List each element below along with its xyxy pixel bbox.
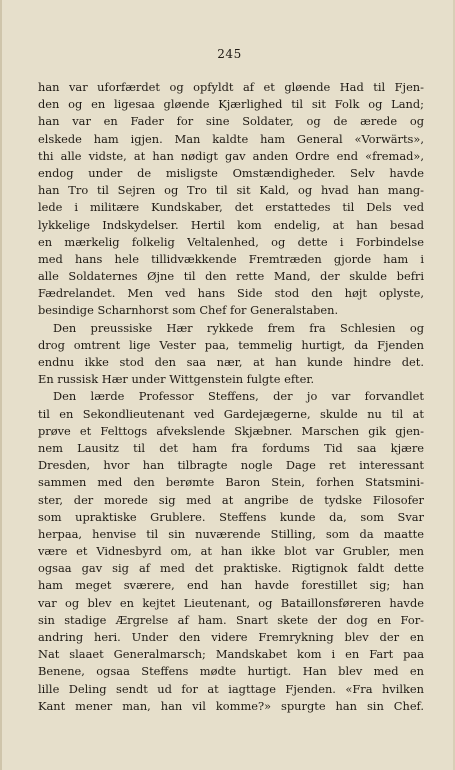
text-line: ham meget sværere, end han havde forestillet sig; han: [38, 578, 424, 593]
text-line: Den lærde Professor Steffens, der jo var forvandlet: [53, 389, 424, 404]
text-line: han var en Fader for sine Soldater, og de ærede og: [38, 114, 424, 129]
text-line: herpaa, henvise til sin nuværende Stilling, som da maatte: [38, 526, 424, 541]
text-line: Dresden, hvor han tilbragte nogle Dage ret interessant: [38, 458, 424, 473]
text-line: være et Vidnesbyrd om, at han ikke blot var Grubler, men: [38, 544, 424, 559]
text-line: elskede ham igjen. Man kaldte ham General «Vorwärts»,: [38, 131, 424, 146]
text-line: Fædrelandet. Men ved hans Side stod den højt oplyste,: [38, 286, 424, 301]
text-line: som upraktiske Grublere. Steffens kunde da, som Svar: [38, 509, 424, 524]
text-line: endog under de misligste Omstændigheder. Selv havde: [38, 165, 424, 180]
text-line: alle Soldaternes Øjne til den rette Mand, der skulde befri: [38, 269, 424, 284]
text-line: En russisk Hær under Wittgenstein fulgte efter.: [38, 372, 315, 387]
text-line: prøve et Felttogs afvekslende Skjæbner. Marschen gik gjen-: [38, 423, 424, 438]
text-line: han Tro til Sejren og Tro til sit Kald, og hvad han mang-: [38, 183, 424, 198]
page-number: 245: [217, 47, 242, 61]
text-line: lykkelige Indskydelser. Hertil kom endelig, at han besad: [38, 217, 424, 232]
text-line: endnu ikke stod den saa nær, at han kunde hindre det.: [38, 355, 424, 369]
text-line: thi alle vidste, at han nødigt gav anden Ordre end «fremad»,: [38, 148, 424, 163]
text-line: var og blev en kejtet Lieutenant, og Bataillonsføreren havde: [38, 595, 424, 610]
text-line: Den preussiske Hær rykkede frem fra Schlesien og: [53, 320, 424, 335]
text-line: Benene, ogsaa Steffens mødte hurtigt. Han blev med en: [38, 664, 424, 679]
text-line: den og en ligesaa gløende Kjærlighed til sit Folk og Land;: [38, 97, 424, 112]
text-line: en mærkelig folkelig Veltalenhed, og dette i Forbindelse: [38, 234, 424, 249]
text-line: Kant mener man, han vil komme?» spurgte han sin Chef.: [38, 698, 424, 713]
text-line: med hans hele tillidvækkende Fremtræden gjorde ham i: [38, 251, 424, 266]
text-line: andring heri. Under den videre Fremrykning blev der en: [38, 630, 424, 644]
text-line: drog omtrent lige Vester paa, temmelig hurtigt, da Fjenden: [38, 337, 424, 352]
text-line: han var uforfærdet og opfyldt af et gløende Had til Fjen-: [38, 80, 424, 94]
text-line: Nat slaaet Generalmarsch; Mandskabet kom i en Fart paa: [38, 647, 424, 662]
text-line: nem Lausitz til det ham fra fordums Tid saa kjære: [38, 440, 424, 455]
text-line: besindige Scharnhorst som Chef for Generalstaben.: [38, 303, 339, 318]
text-line: ogsaa gav sig af med det praktiske. Rigtignok faldt dette: [38, 561, 424, 576]
text-line: sammen med den berømte Baron Stein, forhen Statsmini-: [38, 475, 424, 490]
text-line: sin stadige Ærgrelse af ham. Snart skete der dog en For-: [38, 612, 424, 627]
text-line: ster, der morede sig med at angribe de tydske Filosofer: [38, 492, 424, 507]
text-line: lede i militære Kundskaber, det erstattedes til Dels ved: [38, 200, 424, 215]
body-text: [38, 79, 424, 715]
text-line: lille Deling sendt ud for at iagttage Fjenden. «Fra hvilken: [38, 681, 424, 696]
text-line: til en Sekondlieutenant ved Gardejægerne, skulde nu til at: [38, 406, 424, 421]
